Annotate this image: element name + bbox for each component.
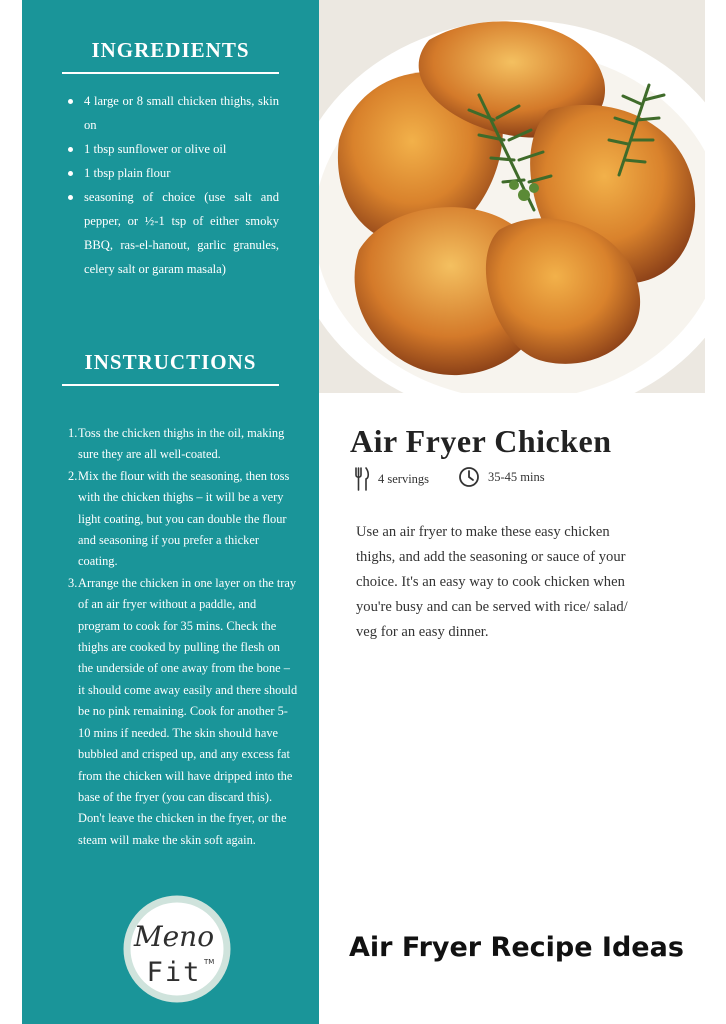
clock-icon <box>458 466 480 488</box>
step-number: 3. <box>68 575 78 590</box>
menofit-logo <box>118 894 236 1004</box>
ingredients-heading: INGREDIENTS <box>62 38 279 74</box>
ingredient-item: 1 tbsp plain flour <box>84 161 279 185</box>
ingredient-item: seasoning of choice (use salt and pepper, or ½-1 tsp of either smoky BBQ, ras-el-hanout, garlic granules, celery salt or garam masala) <box>84 185 279 281</box>
servings-info <box>354 466 429 492</box>
svg-text:Fit: Fit <box>146 957 202 988</box>
svg-text:Meno: Meno <box>133 920 215 953</box>
step-text: Mix the flour with the seasoning, then toss with the chicken thighs – it will be a very light coating, but you can double the flour and seasoning if you prefer a thicker coating. <box>78 468 290 569</box>
instruction-step <box>68 573 298 851</box>
ingredient-item: 4 large or 8 small chicken thighs, skin on <box>84 89 279 137</box>
instructions-heading: INSTRUCTIONS <box>62 350 279 386</box>
step-number: 1. <box>68 426 78 440</box>
ingredients-list <box>84 89 279 281</box>
step-text: Toss the chicken thighs in the oil, making sure they are all well-coated. <box>78 426 285 462</box>
chicken-photo-illustration <box>319 0 705 393</box>
time-info <box>458 466 545 488</box>
instructions-list <box>68 423 298 851</box>
time-label: 35-45 mins <box>488 469 545 484</box>
recipe-description: Use an air fryer to make these easy chicken thighs, and add the seasoning or sauce of your choice. It's an easy way to cook chicken when you're busy and can be served with rice/ salad/ veg for an easy dinner. <box>356 524 628 640</box>
servings-label: 4 servings <box>378 471 430 486</box>
recipe-photo <box>319 0 705 393</box>
step-number: 2. <box>68 468 78 483</box>
ingredient-item: 1 tbsp sunflower or olive oil <box>84 137 279 161</box>
footer-title: Air Fryer Recipe Ideas <box>349 932 684 963</box>
step-text: Arrange the chicken in one layer on the tray of an air fryer without a paddle, and program to cook for 35 mins. Check the thighs are cooked by pulling the flesh on the underside of one away from the bone – it should come away easily and there should be no pink remaining. Cook for another 5-10 mins if needed. The skin should have bubbled and crisped up, and any excess fat from the chicken will have dripped into the base of the fryer (you can discard this). Don't leave the chicken in the fryer, or the steam will make the skin soft again. <box>78 575 298 847</box>
cutlery-icon <box>354 466 370 492</box>
instruction-step <box>68 466 298 573</box>
sidebar <box>22 0 319 1024</box>
svg-text:TM: TM <box>204 958 215 966</box>
recipe-title: Air Fryer Chicken <box>350 423 612 459</box>
instruction-step <box>68 423 298 466</box>
